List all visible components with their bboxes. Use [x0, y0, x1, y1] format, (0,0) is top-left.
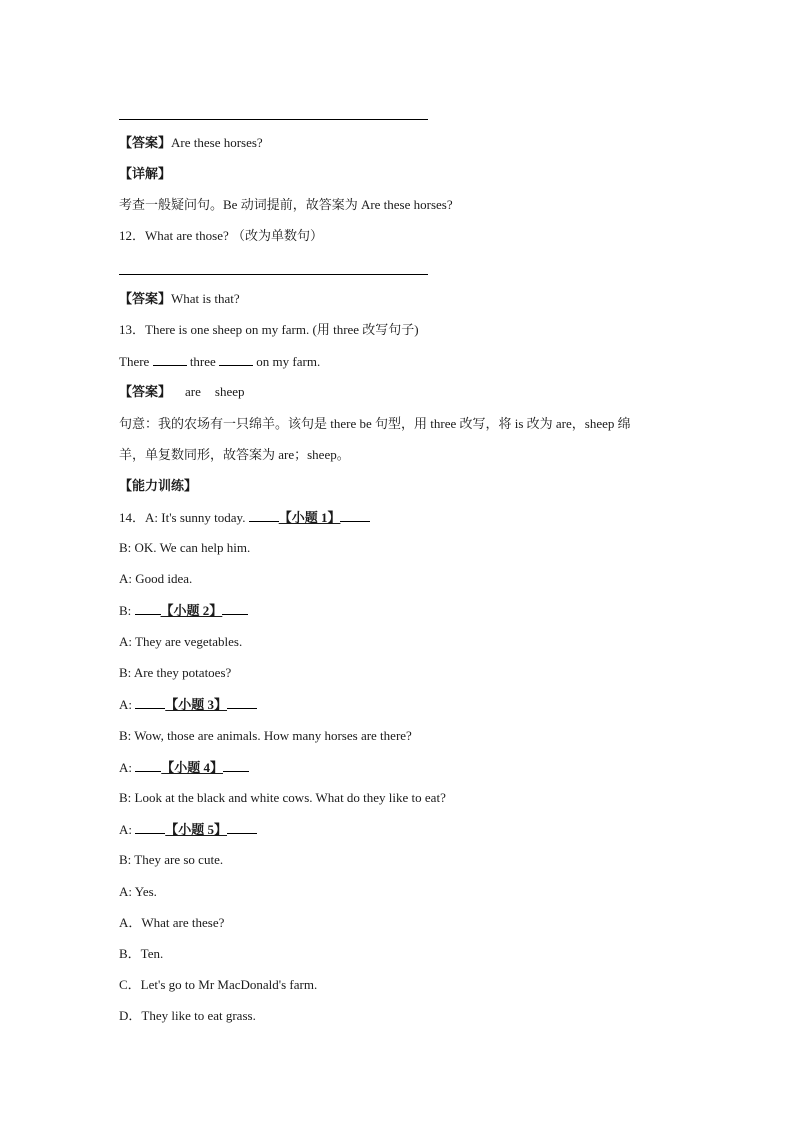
answer-blank: [135, 758, 161, 772]
fill-text: on my farm.: [256, 354, 321, 369]
dialogue-line: A: Good idea.: [119, 571, 193, 586]
option-c: C．Let's go to Mr MacDonald's farm.: [119, 977, 318, 992]
q13-explanation: 羊，单复数同形，故答案为 are；sheep。: [119, 447, 350, 462]
dialogue-line: A: They are vegetables.: [119, 634, 243, 649]
dialogue-line: B: OK. We can help him.: [119, 540, 251, 555]
answer-blank: [340, 508, 370, 522]
sub-question-tag: 【小题 2】: [160, 603, 223, 618]
answer-text: Are these horses?: [171, 135, 263, 150]
dialogue-line: B: They are so cute.: [119, 852, 224, 867]
answer-blank: [223, 758, 249, 772]
answer-tag: 【答案】: [119, 291, 172, 306]
q11-answer: [119, 134, 263, 152]
dialogue-line: B: Are they potatoes?: [119, 665, 232, 680]
answer-text: sheep: [214, 384, 245, 399]
answer-blank: [227, 695, 257, 709]
answer-tag: 【答案】: [119, 135, 172, 150]
answer-blank-line: [119, 119, 428, 120]
option-b: B．Ten.: [119, 946, 164, 961]
answer-text: are: [185, 384, 201, 399]
dialogue-line: [119, 601, 248, 620]
section-title: 【能力训练】: [119, 478, 198, 493]
answer-blank: [249, 508, 279, 522]
answer-blank-line: [119, 274, 428, 275]
q13-answer: [119, 383, 245, 401]
dialogue-text: A:: [119, 822, 132, 837]
dialogue-line: [119, 820, 257, 839]
fill-text: There: [119, 354, 150, 369]
answer-blank: [227, 820, 257, 834]
dialogue-text: A:: [119, 697, 132, 712]
fill-text: three: [189, 354, 216, 369]
dialogue-line: B: Look at the black and white cows. What do they like to eat?: [119, 790, 446, 805]
answer-blank: [135, 820, 165, 834]
q12-answer: [119, 290, 240, 308]
dialogue-line: [119, 508, 370, 527]
detail-text: 考查一般疑问句。Be 动词提前，故答案为 Are these horses?: [119, 197, 453, 212]
fill-blank: [153, 352, 187, 366]
dialogue-line: A: Yes.: [119, 884, 157, 899]
dialogue-text: B:: [119, 603, 132, 618]
option-d: D．They like to eat grass.: [119, 1008, 256, 1023]
sub-question-tag: 【小题 5】: [165, 822, 228, 837]
sub-question-tag: 【小题 3】: [165, 697, 228, 712]
answer-blank: [135, 695, 165, 709]
q13-question: 13．There is one sheep on my farm. (用 three 改写句子): [119, 322, 419, 337]
detail-tag: 【详解】: [119, 166, 172, 181]
q13-explanation: 句意：我的农场有一只绵羊。该句是 there be 句型，用 three 改写，将 is 改为 are，sheep 绵: [119, 416, 631, 431]
fill-blank: [219, 352, 253, 366]
dialogue-line: [119, 758, 249, 777]
sub-question-tag: 【小题 1】: [278, 510, 341, 525]
answer-text: What is that?: [171, 291, 240, 306]
option-a: A．What are these?: [119, 915, 225, 930]
dialogue-line: [119, 695, 257, 714]
dialogue-line: B: Wow, those are animals. How many horses are there?: [119, 728, 412, 743]
q13-fill-sentence: [119, 352, 320, 371]
sub-question-tag: 【小题 4】: [161, 760, 224, 775]
answer-blank: [222, 601, 248, 615]
dialogue-text: 14．A: It's sunny today.: [119, 510, 246, 525]
answer-tag: 【答案】: [119, 384, 172, 399]
q12-question: 12．What are those? （改为单数句）: [119, 228, 323, 243]
answer-blank: [135, 601, 161, 615]
dialogue-text: A:: [119, 760, 132, 775]
